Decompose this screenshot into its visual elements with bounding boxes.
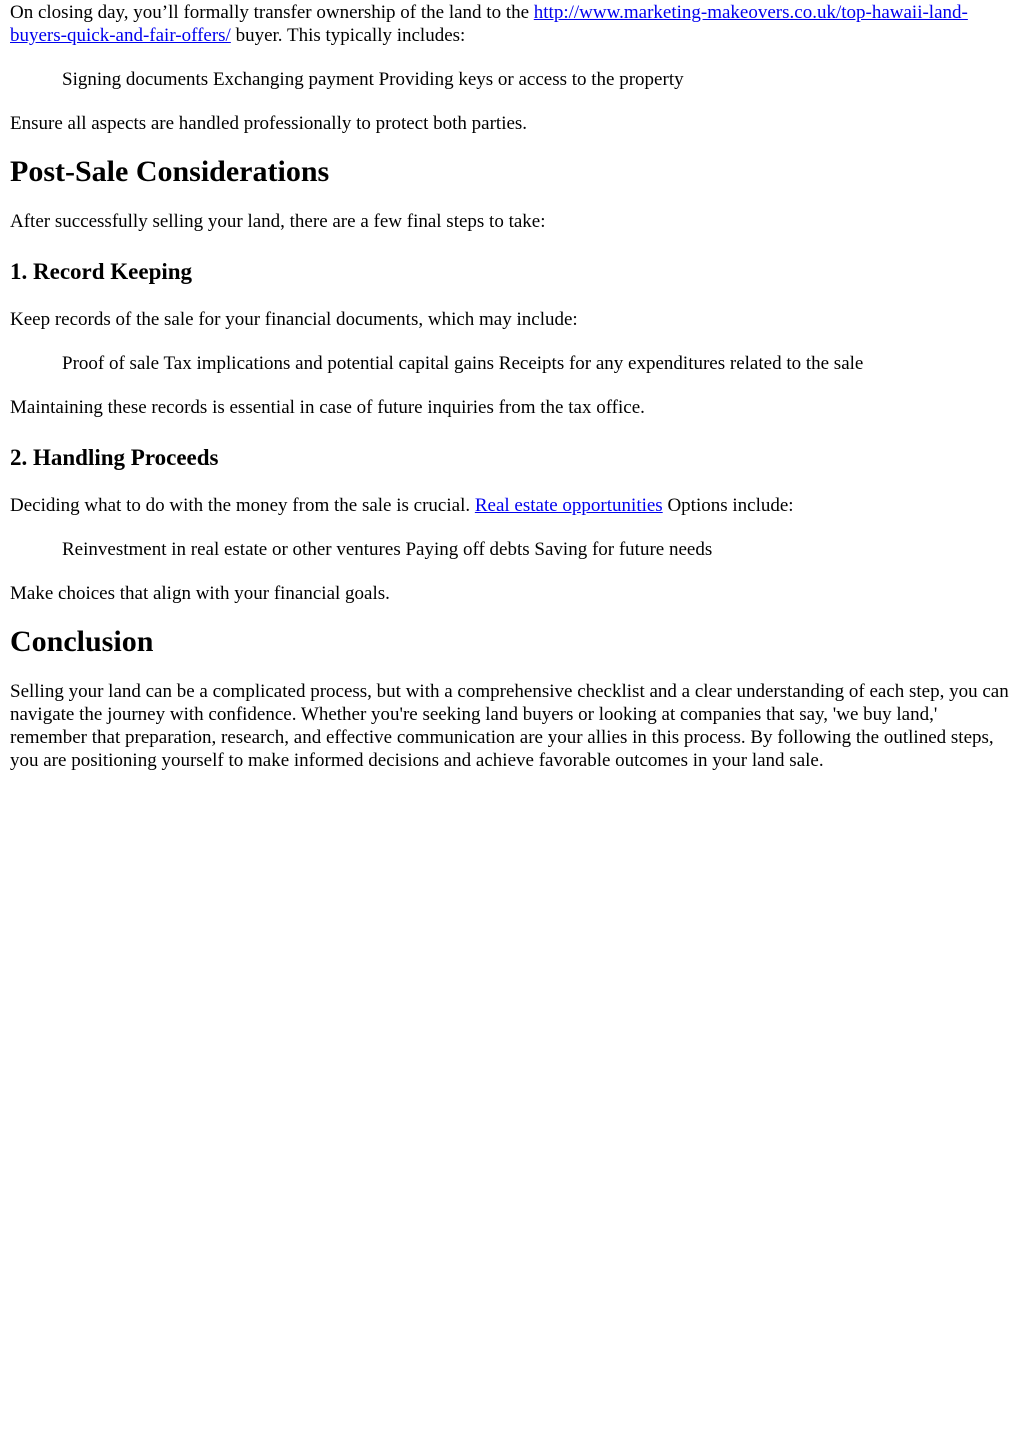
proceeds-text-after-link: Options include: [662, 495, 794, 516]
hawaii-land-buyers-link[interactable]: http://www.marketing-makeovers.co.uk/top-hawaii-land-buyers-quick-and-fair-offers/ [10, 2, 968, 46]
conclusion-paragraph: Selling your land can be a complicated process, but with a comprehensive checklist and a clear understanding of each step, you can navigate the journey with confidence. Whether you're seeking land buyers or looking at companies that say, 'we buy land,' remember that preparation, research, and effective communication are your allies in this process. By following the outlined steps, you are positioning yourself to make informed decisions and achieve favorable outcomes in your land sale. [10, 681, 1009, 771]
record-keeping-note: Maintaining these records is essential in case of future inquiries from the tax office. [10, 397, 645, 418]
intro-paragraph [10, 1, 1014, 47]
record-keeping-lead: Keep records of the sale for your financial documents, which may include: [10, 309, 578, 330]
handling-proceeds-items: Reinvestment in real estate or other ventures Paying off debts Saving for future needs [62, 539, 713, 560]
real-estate-opportunities-link[interactable]: Real estate opportunities [474, 495, 663, 516]
intro-text-before-link: On closing day, you’ll formally transfer ownership of the land to the [10, 2, 534, 23]
closing-steps-list: Signing documents Exchanging payment Providing keys or access to the property [62, 69, 684, 90]
post-sale-lead: After successfully selling your land, there are a few final steps to take: [10, 211, 546, 232]
post-sale-heading: Post-Sale Considerations [10, 155, 330, 188]
handling-proceeds-lead [10, 494, 1014, 517]
record-keeping-items: Proof of sale Tax implications and potential capital gains Receipts for any expenditures related to the sale [62, 353, 864, 374]
intro-text-after-link: buyer. This typically includes: [230, 25, 466, 46]
proceeds-text-before-link: Deciding what to do with the money from the sale is crucial. [10, 495, 475, 516]
handling-proceeds-heading: 2. Handling Proceeds [10, 445, 219, 470]
closing-note: Ensure all aspects are handled professionally to protect both parties. [10, 113, 528, 134]
conclusion-heading: Conclusion [10, 625, 154, 658]
record-keeping-heading: 1. Record Keeping [10, 259, 193, 284]
handling-proceeds-note: Make choices that align with your financial goals. [10, 583, 390, 604]
